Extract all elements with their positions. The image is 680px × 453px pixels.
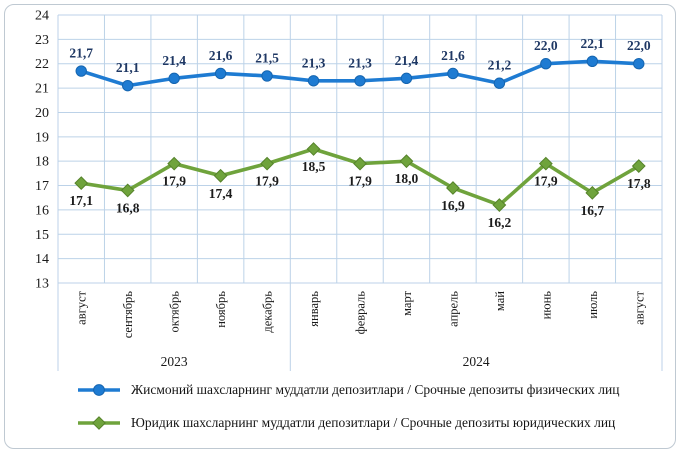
svg-text:22,0: 22,0	[534, 38, 558, 54]
svg-text:17,8: 17,8	[626, 176, 651, 192]
legend-item-individuals	[76, 377, 619, 403]
svg-text:октябрь: октябрь	[167, 291, 182, 333]
svg-text:февраль: февраль	[353, 291, 368, 335]
blue-line-circle-marker-icon	[76, 383, 122, 397]
svg-text:16,7: 16,7	[580, 202, 605, 218]
svg-text:17,9: 17,9	[255, 173, 279, 189]
svg-text:ноябрь: ноябрь	[214, 291, 229, 328]
svg-text:18: 18	[35, 154, 49, 170]
svg-text:апрель: апрель	[446, 291, 461, 327]
series-legal-entities-deposits	[69, 143, 650, 230]
svg-text:17,1: 17,1	[69, 193, 94, 209]
svg-text:24: 24	[35, 8, 49, 24]
svg-text:май: май	[492, 291, 507, 312]
svg-text:21,4: 21,4	[394, 52, 419, 68]
svg-text:сентябрь: сентябрь	[121, 291, 136, 339]
svg-text:17: 17	[35, 179, 49, 195]
legend-item-legal-entities	[76, 410, 619, 436]
legend-label-individuals: Жисмоний шахсларнинг муддатли депозитлари / Срочные депозиты физических лиц	[131, 382, 620, 397]
svg-text:21,5: 21,5	[255, 50, 279, 66]
svg-text:18,5: 18,5	[301, 159, 326, 174]
svg-text:июль: июль	[585, 291, 600, 319]
svg-text:21,3: 21,3	[348, 55, 372, 71]
svg-text:22,1: 22,1	[580, 35, 605, 51]
svg-text:июнь: июнь	[539, 291, 554, 320]
svg-text:21,4: 21,4	[162, 52, 186, 68]
green-line-diamond-marker-icon	[76, 416, 122, 430]
svg-text:январь: январь	[307, 291, 322, 327]
svg-text:21,6: 21,6	[441, 47, 465, 63]
svg-text:16,9: 16,9	[441, 197, 465, 213]
svg-text:17,9: 17,9	[348, 173, 372, 189]
svg-text:16,8: 16,8	[115, 200, 140, 216]
svg-text:14: 14	[35, 252, 49, 268]
svg-text:17,9: 17,9	[162, 173, 186, 189]
svg-text:13: 13	[35, 276, 49, 292]
svg-text:декабрь: декабрь	[260, 291, 275, 333]
svg-text:2023: 2023	[160, 354, 188, 369]
svg-text:август: август	[632, 291, 647, 325]
svg-text:22,0: 22,0	[626, 38, 651, 54]
svg-text:август: август	[74, 291, 89, 325]
svg-text:21,1: 21,1	[115, 60, 140, 76]
chart-legend	[76, 377, 619, 436]
svg-text:15: 15	[35, 227, 49, 243]
y-axis-tick-labels	[35, 9, 49, 292]
legend-label-legal-entities: Юридик шахсларнинг муддатли депозитлари / Срочные депозиты юридических лиц	[131, 415, 616, 430]
svg-text:17,9: 17,9	[534, 173, 558, 189]
svg-text:19: 19	[35, 130, 49, 146]
svg-text:23: 23	[35, 32, 49, 48]
svg-text:16: 16	[35, 203, 49, 219]
svg-text:март: март	[399, 291, 414, 316]
svg-text:20: 20	[35, 105, 49, 121]
svg-text:21,6: 21,6	[208, 47, 233, 63]
svg-text:22: 22	[35, 57, 49, 73]
svg-text:2024: 2024	[462, 354, 490, 369]
svg-text:21,2: 21,2	[487, 57, 512, 73]
svg-text:17,4: 17,4	[208, 185, 233, 201]
svg-text:21,7: 21,7	[69, 45, 94, 61]
svg-text:18,0: 18,0	[394, 171, 419, 187]
svg-text:21: 21	[35, 81, 49, 97]
svg-text:16,2: 16,2	[487, 215, 512, 231]
x-axis-month-labels	[75, 290, 647, 338]
svg-text:21,3: 21,3	[301, 55, 326, 71]
